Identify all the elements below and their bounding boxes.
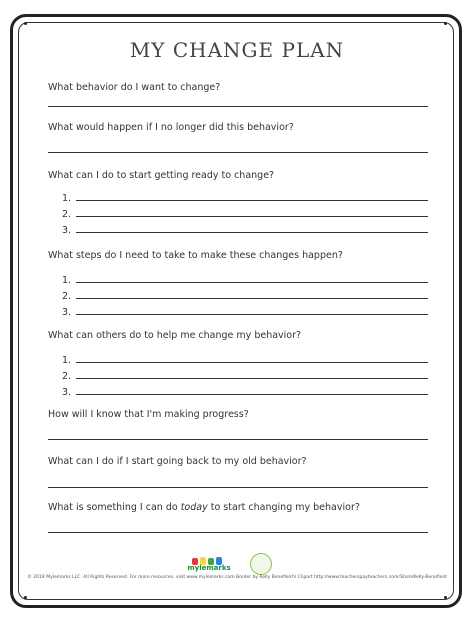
question-text: What can I do if I start going back to my old behavior? — [48, 456, 307, 467]
footer-credits: © 2018 Mylemarks LLC. All Rights Reserved. For more resources, visit www.mylemarks.com Border by Kelly Benefield's Clipart http://www.teacherspayteachers.com/Store/Kelly-Benefield — [27, 575, 447, 580]
answer-line[interactable] — [76, 298, 428, 299]
corner-dot — [24, 22, 27, 25]
question-block — [48, 409, 428, 421]
item-number: 3. — [62, 225, 72, 236]
answer-row — [48, 286, 428, 302]
answer-line[interactable] — [48, 532, 428, 533]
item-number: 2. — [62, 209, 72, 220]
question-block — [48, 82, 428, 94]
answer-row — [48, 188, 428, 204]
answer-line[interactable] — [76, 394, 428, 395]
answer-line[interactable] — [48, 487, 428, 488]
answer-line[interactable] — [76, 362, 428, 363]
answer-line[interactable] — [48, 439, 428, 440]
question-text — [48, 502, 428, 514]
answer-line[interactable] — [76, 200, 428, 201]
item-number: 3. — [62, 307, 72, 318]
item-number: 2. — [62, 371, 72, 382]
logo-text: mylemarks — [187, 564, 231, 572]
numbered-answers — [48, 188, 428, 236]
question-text: What behavior do I want to change? — [48, 82, 221, 93]
question-text: What steps do I need to take to make these changes happen? — [48, 250, 343, 261]
corner-dot — [444, 596, 447, 599]
question-block — [48, 250, 428, 262]
answer-line[interactable] — [48, 152, 428, 153]
question-emphasis: today — [180, 502, 208, 513]
question-block — [48, 502, 428, 514]
item-number: 1. — [62, 355, 72, 366]
question-text-part: to start changing my behavior? — [207, 502, 360, 513]
answer-row — [48, 350, 428, 366]
corner-dot — [444, 22, 447, 25]
item-number: 1. — [62, 275, 72, 286]
numbered-answers — [48, 270, 428, 318]
item-number: 2. — [62, 291, 72, 302]
mylemarks-logo — [186, 556, 232, 572]
question-block — [48, 330, 428, 342]
answer-row — [48, 382, 428, 398]
answer-line[interactable] — [76, 216, 428, 217]
answer-line[interactable] — [76, 282, 428, 283]
question-block — [48, 170, 428, 182]
answer-row — [48, 302, 428, 318]
answer-row — [48, 270, 428, 286]
corner-dot — [24, 596, 27, 599]
question-text: What would happen if I no longer did this behavior? — [48, 122, 294, 133]
answer-line[interactable] — [76, 314, 428, 315]
question-text-part: What is something I can do — [48, 502, 181, 513]
question-text: What can others do to help me change my behavior? — [48, 330, 302, 341]
answer-row — [48, 204, 428, 220]
numbered-answers — [48, 350, 428, 398]
answer-line[interactable] — [76, 232, 428, 233]
question-text: How will I know that I'm making progress? — [48, 409, 249, 420]
question-text: What can I do to start getting ready to change? — [48, 170, 275, 181]
item-number: 1. — [62, 193, 72, 204]
page-title: MY CHANGE PLAN — [129, 38, 345, 62]
question-block — [48, 122, 428, 134]
answer-row — [48, 366, 428, 382]
answer-line[interactable] — [48, 106, 428, 107]
item-number: 3. — [62, 387, 72, 398]
answer-line[interactable] — [76, 378, 428, 379]
kelly-benefield-badge-icon — [250, 553, 272, 575]
answer-row — [48, 220, 428, 236]
question-block — [48, 456, 428, 468]
